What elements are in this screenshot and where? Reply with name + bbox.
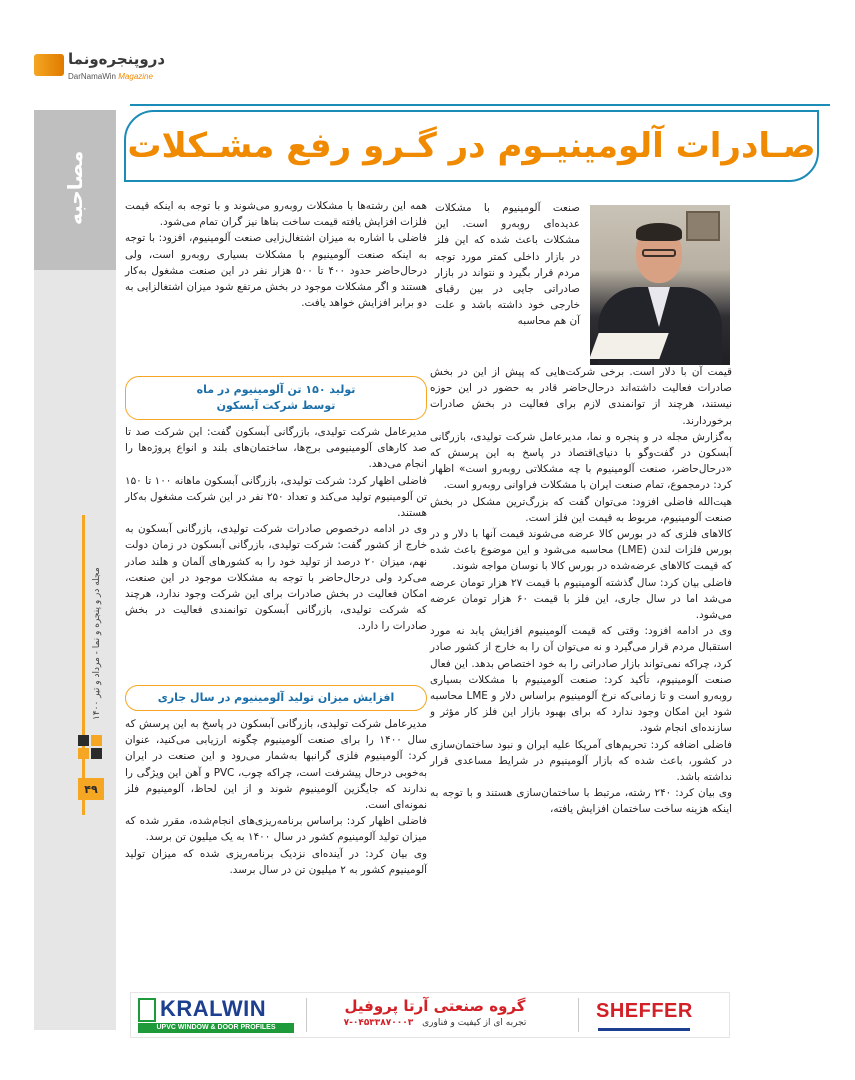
kralwin-tagline: UPVC WINDOW & DOOR PROFILES xyxy=(138,1023,294,1033)
artaf-phone: ۰۴۵۳۳۸۷۰۰۰۳-۷ xyxy=(343,1018,414,1028)
artaf-brand: گروه صنعتی آرتا پروفیل xyxy=(344,997,526,1015)
kralwin-ad[interactable] xyxy=(138,996,294,1034)
title-top-line xyxy=(130,104,830,106)
ad-divider xyxy=(578,998,579,1032)
paragraph: وی بیان کرد: در آینده‌ای نزدیک برنامه‌ریزی شده که میزان تولید آلومینیوم کشور به ۲ میلیون تن در سال برسد. xyxy=(125,847,427,876)
subheading-box-2 xyxy=(125,685,427,711)
paragraph: مدیرعامل شرکت تولیدی، بازرگانی آبسکون در پاسخ به این پرسش که سال ۱۴۰۰ را برای صنعت آلومینیوم چگونه ارزیابی می‌کنید، عنوان کرد: آلومینیوم فلزی گرانبها به‌شمار می‌رود و این صنعت در ایران به‌خوبی درحال پیشرفت است، چراکه چوب، PVC و آهن این ویژگی را ندارند که جایگزین آلومینیوم شوند و از این لحاظ، آلومینیوم فلز نمونه‌ای است. xyxy=(125,718,427,812)
wall-frame xyxy=(686,211,720,241)
paragraph: فاضلی با اشاره به میزان اشتغال‌زایی صنعت آلومینیوم، افزود: با توجه به اینکه صنعت آلومینیوم با مشکلات بسیاری روبه‌رو است، ولی درحال‌حاضر حدود ۴۰۰ تا ۵۰۰ هزار نفر در این صنعت مشغول به‌کار هستند و اگر مشکلات موجود در بخش مرتفع شود میزان اشتغالزایی به دو برابر افزایش خواهد یافت. xyxy=(125,232,428,310)
paragraph: قیمت آن با دلار است. برخی شرکت‌هایی که پیش از این در بخش صادرات فعالیت داشته‌اند درحال‌حاضر قادر به حضور در این حوزه نیستند، هرچند از توانمندی لازم برای فعالیت در بخش صادرات برخوردارند. xyxy=(430,366,732,427)
left-column-middle xyxy=(125,424,427,635)
photo-hair xyxy=(636,223,682,241)
right-column xyxy=(430,364,732,818)
paragraph: فاضلی بیان کرد: سال گذشته آلومینیوم با قیمت ۲۷ هزار تومان عرضه می‌شد اما در سال جاری، این فلز با قیمت ۶۰ هزار تومان عرضه می‌شود. xyxy=(430,576,732,622)
intro-paragraph xyxy=(435,200,580,330)
interviewee-photo xyxy=(590,205,730,365)
paragraph: فاضلی اضافه کرد: تحریم‌های آمریکا علیه ایران و نبود ساختمان‌سازی در کشور، باعث شده که بازار آلومینیوم در شرایط مساعدی قرار نداشته باشد. xyxy=(430,738,732,784)
logo-english-prefix: DarNamaWin xyxy=(68,72,117,81)
subheading-1-line2: توسط شرکت آبسکون xyxy=(216,399,336,412)
artaf-tagline: تجربه ای از کیفیت و فناوری xyxy=(422,1018,527,1028)
paragraph: مدیرعامل شرکت تولیدی، بازرگانی آبسکون گفت: این شرکت صد تا صد کارهای آلومینیومی برج‌ها، ساختمان‌های بلند و انواع پروژه‌ها را انجام می‌دهد. xyxy=(125,426,427,471)
sheffer-ad[interactable]: SHEFFER xyxy=(596,1000,693,1022)
kralwin-brand: KRALWIN xyxy=(160,996,267,1021)
logo-english-text xyxy=(68,72,153,81)
magazine-logo xyxy=(34,50,234,86)
mini-logo-icon xyxy=(78,735,104,761)
paragraph: همه این رشته‌ها با مشکلات روبه‌رو می‌شوند و با توجه به اینکه قیمت فلزات افزایش یافته قیمت ساخت بناها نیز گران تمام می‌شود. xyxy=(125,200,427,229)
side-orange-line xyxy=(82,515,85,815)
article-title: صـادرات آلومینیـوم در گـرو رفع مشـکلات xyxy=(127,126,816,166)
window-icon xyxy=(138,998,156,1022)
page-number: ۴۹ xyxy=(78,778,104,800)
photo-book xyxy=(590,333,669,359)
left-column-bottom xyxy=(125,716,427,878)
paragraph: کالاهای فلزی که در بورس کالا عرضه می‌شوند قیمت آنها با دلار و در بورس فلزات لندن (LME) محاسبه می‌شود و این موضوع باعث شده که قیمت کالاهای عرضه‌شده در بورس کالا با نوسان مواجه شوند. xyxy=(430,528,732,573)
artaf-tagline-row xyxy=(320,1016,550,1030)
sheffer-underline xyxy=(598,1028,690,1031)
subheading-1-line1: تولید ۱۵۰ تن آلومینیوم در ماه xyxy=(196,383,356,396)
logo-persian-text: دروپنجره‌ونما xyxy=(68,50,166,68)
logo-english-suffix: Magazine xyxy=(118,72,153,81)
subheading-2-text: افزایش میزان تولید آلومینیوم در سال جاری xyxy=(157,691,395,704)
logo-mark-icon xyxy=(34,54,64,76)
paragraph: وی در ادامه درخصوص صادرات شرکت تولیدی، بازرگانی آبسکون به خارج از کشور گفت: شرکت تولیدی، بازرگانی آبسکون در زمان دولت نهم، میزان ۲۰ درصد از تولید خود را به کشورهای آلمان و هلند صادر می‌کرد ولی درحال‌حاضر با توجه به مشکلات موجود در این صنعت، امکان فعالیت در بخش صادرات برای این شرکت وجود ندارد، هرچند که شرکت تولیدی، بازرگانی آبسکون توانمندی فعالیت در بخش صادرات را دارد. xyxy=(125,523,428,633)
intro-text: صنعت آلومینیوم با مشکلات عدیده‌ای روبه‌رو است. این مشکلات باعث شده که این فلز در بازار داخلی کمتر مورد توجه مردم قرار بگیرد و نتواند در بازار صادراتی جایی در بین رقبای خارجی خود داشته باشد و علت آن هم محاسبه xyxy=(435,202,580,328)
left-column-top xyxy=(125,198,427,311)
paragraph: وی بیان کرد: ۲۴۰ رشته، مرتبط با ساختمان‌سازی هستند و با توجه به اینکه هزینه ساخت ساختمان افزایش یافته، xyxy=(430,787,732,816)
issue-info: مجله در و پنجره و نما - مرداد و تیر ۱۴۰۰ xyxy=(92,567,102,720)
ad-divider xyxy=(306,998,307,1032)
paragraph: به‌گزارش مجله در و پنجره و نما، مدیرعامل شرکت تولیدی، بازرگانی آبسکون در گفت‌وگو با دنیای‌اقتصاد در پاسخ به این پرسش که «درحال‌حاضر، صنعت آلومینیوم با چه مشکلاتی روبه‌رو است» اظهار کرد: درمجموع، تمام صنعت ایران با مشکلات فراوانی روبه‌رو است. xyxy=(430,430,732,492)
paragraph: وی در ادامه افزود: وقتی که قیمت آلومینیوم افزایش یابد نه مورد استقبال مردم قرار می‌گیرد و نه می‌توان آن را به خارج از کشور صادر کرد، چراکه نمی‌تواند بازار صادراتی را به خود اختصاص بدهد. این فعال صنعت آلومینیوم، تأکید کرد: صنعت آلومینیوم با مشکلات بسیاری روبه‌رو است و تا زمانی‌که نرخ آلومینیوم براساس دلار و LME محاسبه شود این امکان وجود ندارد که برای بهبود بازار این فلز کار مؤثر و سازنده‌ای انجام شود. xyxy=(430,625,733,735)
section-label: مصاحبه xyxy=(63,150,87,226)
paragraph: هیت‌الله فاضلی افزود: می‌توان گفت که بزرگ‌ترین مشکل در بخش صنعت آلومینیوم، مربوط به قیمت این فلز است. xyxy=(430,495,732,524)
artaf-ad[interactable] xyxy=(320,996,550,1036)
subheading-box-1 xyxy=(125,376,427,420)
paragraph: فاضلی اظهار کرد: براساس برنامه‌ریزی‌های انجام‌شده، مقرر شده که میزان تولید آلومینیوم کشور در سال ۱۴۰۰ به یک میلیون تن برسد. xyxy=(125,815,427,844)
paragraph: فاضلی اظهار کرد: شرکت تولیدی، بازرگانی آبسکون ماهانه ۱۰۰ تا ۱۵۰ تن آلومینیوم تولید می‌کند و تعداد ۲۵۰ نفر در این شرکت مشغول به‌کار هستند. xyxy=(125,474,427,520)
photo-glasses xyxy=(642,249,676,257)
